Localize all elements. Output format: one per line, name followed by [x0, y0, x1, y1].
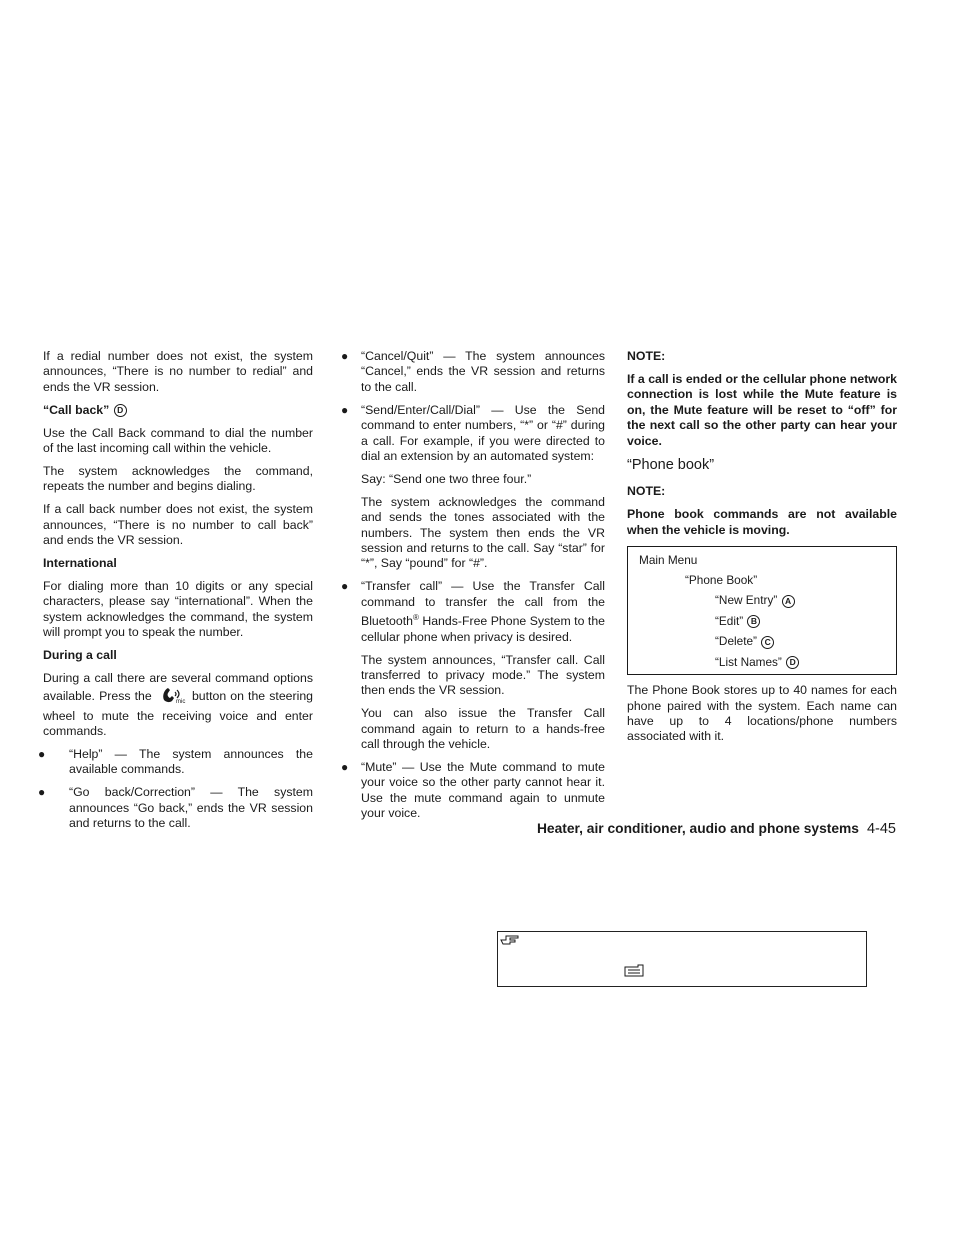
note-mute-reset: If a call is ended or the cellular phone network connection is lost while the Mute feature is on, the Mute feature will be reset to “off” for the next call so the other party can hear your voice. [627, 371, 897, 448]
menu-item-edit [639, 611, 896, 631]
menu-item-delete [639, 631, 896, 651]
callout-marker-d: D [114, 404, 127, 417]
paragraph-during-call-part2: button on the steering wheel to mute the receiving voice and enter commands. [43, 689, 314, 739]
phone-mute-button-icon [160, 686, 186, 708]
menu-item-label: “Edit” [715, 613, 744, 628]
menu-item-label: “New Entry” [715, 593, 778, 608]
menu-item-new-entry [639, 590, 896, 610]
bullet: ● [341, 579, 349, 594]
list-item-send-text: “Send/Enter/Call/Dial” — Use the Send command to enter numbers, “*” or “#” during a call. For example, if you were directed to dial an extension by an automated system: [361, 402, 605, 463]
menu-item-list-names [639, 652, 896, 672]
list-item-help-text: “Help” — The system announces the available commands. [69, 747, 313, 777]
menu-item-label: “List Names” [715, 654, 782, 669]
menu-item-label: “Delete” [715, 634, 757, 649]
paragraph-phone-book-capacity: The Phone Book stores up to 40 names for each phone paired with the system. Each name can have up to 4 locations/phone numbers associated with it. [627, 683, 897, 744]
heading-call-back [43, 403, 313, 418]
menu-phone-book: “Phone Book” [685, 573, 758, 588]
hand-pointer-icon [500, 932, 520, 950]
page-number: 4-45 [866, 821, 896, 837]
menu-main: Main Menu [639, 552, 698, 567]
heading-during-call: During a call [43, 648, 117, 662]
bullet: ● [341, 759, 349, 774]
reference-box [497, 931, 867, 987]
phone-book-menu-diagram [627, 546, 897, 675]
paragraph-say-example: Say: “Send one two three four.” [361, 471, 532, 486]
list-item-cancel [343, 349, 605, 395]
list-item-go-back-text: “Go back/Correction” — The system announces “Go back,” ends the VR session and returns to the call. [69, 785, 313, 831]
paragraph-transfer-again: You can also issue the Transfer Call command again to return to a hands-free call through the vehicle. [361, 706, 605, 752]
bullet: ● [38, 785, 46, 800]
page-footer [537, 821, 896, 837]
footer-chapter-title: Heater, air conditioner, audio and phone systems [536, 821, 859, 836]
paragraph-international: For dialing more than 10 digits or any special characters, please say “international”. When the system acknowledges the command, the system will prompt you to speak the number. [43, 578, 313, 640]
paragraph-send-ack: The system acknowledges the command and sends the tones associated with the numbers. The system then ends the VR session and returns to the call. Say “star” for “*”, Say “pound” for “#”. [361, 494, 605, 571]
heading-international: International [43, 555, 117, 570]
section-title-phone-book: “Phone book” [627, 457, 715, 474]
list-item-help [38, 747, 313, 778]
paragraph-transfer-announce: The system announces, “Transfer call. Call transferred to privacy mode.” The system then ends the VR session. [361, 652, 605, 698]
list-item-transfer-text-b: Hands-Free Phone System to the cellular phone when privacy is desired. [361, 614, 605, 644]
paragraph-call-back-missing: If a call back number does not exist, the system announces, “There is no number to call back” and ends the VR session. [43, 502, 313, 548]
paragraph-call-back-use: Use the Call Back command to dial the number of the last incoming call within the vehicle. [43, 425, 313, 456]
paragraph-redial-missing: If a redial number does not exist, the system announces, “There is no number to redial” and ends the VR session. [43, 349, 313, 394]
list-item-mute [343, 760, 605, 822]
callout-marker-b: B [747, 615, 760, 628]
list-item-transfer-text-a: “Transfer call” — Use the Transfer Call command to transfer the call from the Bluetooth [361, 579, 605, 629]
list-item-send [343, 403, 605, 465]
paragraph-during-call [43, 671, 313, 740]
column-left [38, 349, 314, 839]
svg-text:mic: mic [175, 699, 186, 705]
list-item-cancel-text: “Cancel/Quit” — The system announces “Cancel,” ends the VR session and returns to the call. [361, 349, 605, 394]
list-item-transfer [343, 579, 605, 645]
heading-call-back-text: “Call back” [43, 402, 110, 417]
paragraph-during-call-part1: During a call there are several command options available. Press the [43, 670, 313, 704]
note-heading-1: NOTE: [627, 349, 666, 363]
list-item-go-back [38, 785, 313, 831]
note-heading-2: NOTE: [627, 484, 666, 499]
callout-marker-a: A [782, 595, 795, 608]
note-phone-book-moving: Phone book commands are not available when the vehicle is moving. [627, 507, 897, 537]
column-right [627, 349, 897, 752]
pointer-tab-icon [624, 964, 644, 982]
bullet: ● [341, 349, 349, 363]
bullet: ● [341, 402, 349, 417]
column-middle [343, 349, 605, 829]
list-item-mute-text: “Mute” — Use the Mute command to mute your voice so the other party cannot hear it. Use the mute command again to unmute your voice. [361, 759, 605, 821]
paragraph-call-back-ack: The system acknowledges the command, repeats the number and begins dialing. [43, 463, 313, 494]
bullet: ● [38, 747, 46, 762]
callout-marker-d: D [786, 656, 799, 669]
registered-mark: ® [412, 613, 419, 623]
callout-marker-c: C [761, 636, 774, 649]
